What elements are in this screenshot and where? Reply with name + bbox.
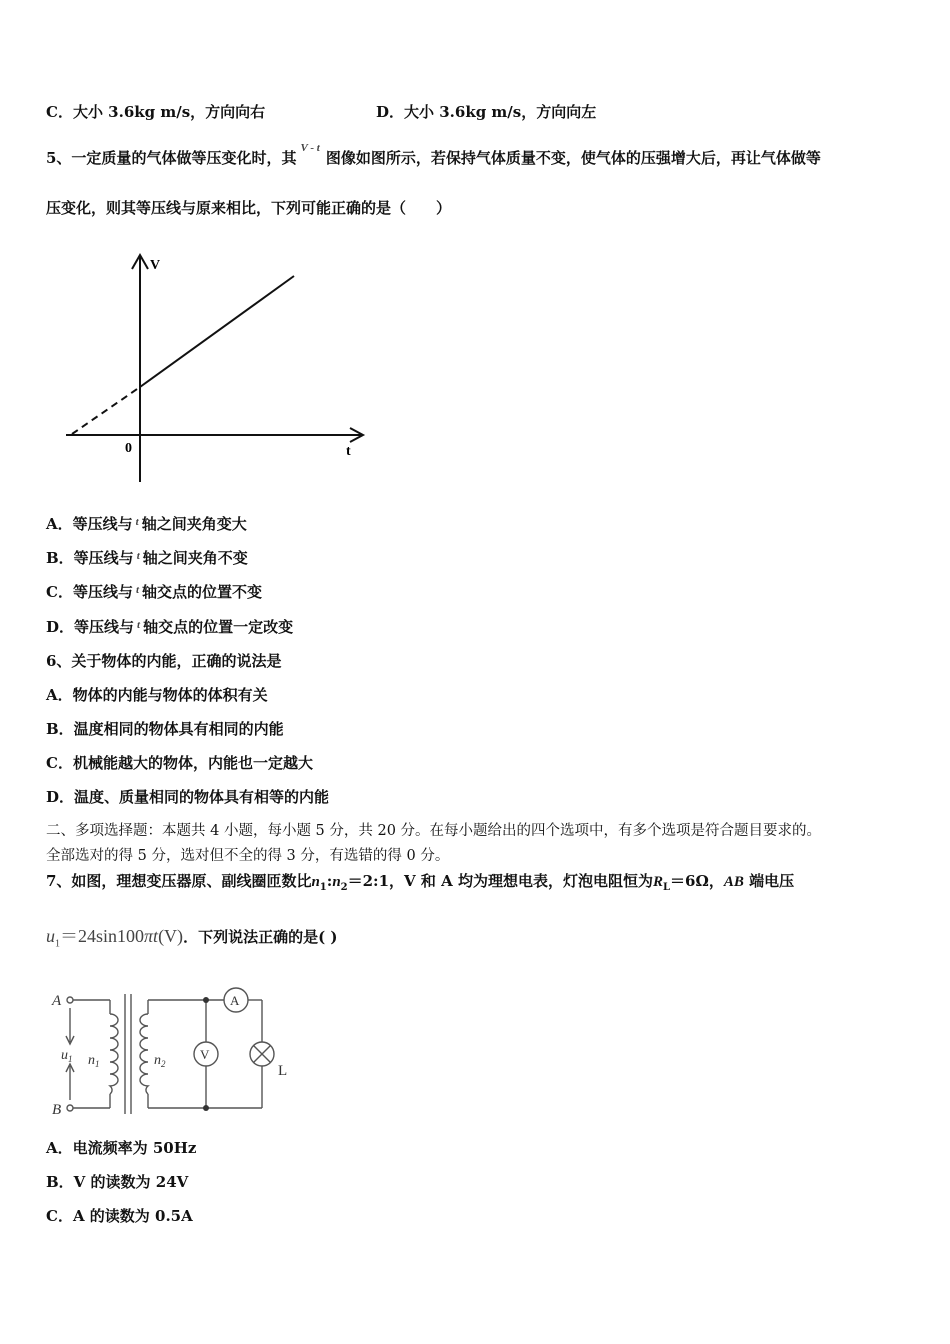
q7-circuit-diagram [44,986,304,1118]
q5-option-b: B．等压线与 $^t$ 轴之间夹角不变 [46,549,248,567]
q7-stem-line2 [46,926,337,955]
origin-label: 0 [125,441,132,456]
t-symbol: t [135,516,139,528]
q5-option-a: A．等压线与 $^t$ 轴之间夹角变大 [46,515,247,533]
t-symbol: t [137,619,141,631]
q5-stem-line1 [46,142,821,170]
label-b: B [52,1102,62,1118]
q7-option-b: B．V 的读数为 24V [46,1173,189,1191]
q4-option-c: C．大小 3.6kg m/s，方向向右 [46,103,266,121]
label-n1: $n_1$ [88,1053,100,1069]
q5-stem-a: 5、一定质量的气体做等压变化时，其 [46,149,297,167]
q5-vt-label: V - t [300,142,320,154]
q6-stem: 6、关于物体的内能，正确的说法是 [46,652,282,670]
q7-stem-d: ．下列说法正确的是( ) [183,928,338,946]
label-a: A [52,993,62,1009]
label-u1: $u_1$ [61,1048,73,1064]
q6-option-a: A．物体的内能与物体的体积有关 [46,686,268,704]
q4-option-d: D．大小 3.6kg m/s，方向向左 [376,103,597,121]
section2-line2: 全部选对的得 5 分，选对但不全的得 3 分，有选错的得 0 分。 [46,848,450,864]
v-axis-label: V [150,258,161,273]
q7-stem-line1: 7、如图，理想变压器原、副线圈匝数比$n_1:n_2=2:1$，V 和 A 均为理想电表，灯泡电阻恒为$R_L=6\Omega$，AB 端电压 [46,872,795,893]
t-symbol: t [136,550,140,562]
junction-top [203,997,209,1003]
label-voltmeter: V [200,1047,210,1062]
isobar-line [140,276,294,387]
q5-vt-graph [60,245,380,490]
junction-bottom [203,1105,209,1111]
terminal-b [67,1105,73,1111]
label-ammeter: A [230,993,240,1008]
primary-coil [110,1014,118,1094]
q6-option-c: C．机械能越大的物体，内能也一定越大 [46,754,313,772]
q5-option-c: C．等压线与 $^t$ 轴交点的位置不变 [46,583,263,601]
q7-option-c: C．A 的读数为 0.5A [46,1207,193,1225]
q6-option-b: B．温度相同的物体具有相同的内能 [46,720,284,738]
label-lamp: L [278,1063,288,1079]
t-axis-label: t [346,444,351,459]
q7-option-a: A．电流频率为 50Hz [46,1139,197,1157]
label-n2: $n_2$ [154,1053,166,1069]
q7-formula: $u_1=24\sin 100\pi t(V)$ [46,926,184,950]
section2-line1: 二、多项选择题：本题共 4 小题，每小题 5 分，共 20 分。在每小题给出的四个选项中，有多个选项是符合题目要求的。 [46,823,822,839]
secondary-coil [140,1014,148,1094]
q5-option-d: D．等压线与 $^t$ 轴交点的位置一定改变 [46,618,294,636]
terminal-a [67,997,73,1003]
q5-stem-b: 图像如图所示，若保持气体质量不变，使气体的压强增大后，再让气体做等 [325,149,821,167]
isobar-extrapolation [72,387,140,434]
q6-option-d: D．温度、质量相同的物体具有相等的内能 [46,788,330,806]
q5-stem-line2: 压变化，则其等压线与原来相比，下列可能正确的是（ ） [46,199,452,217]
t-symbol: t [135,584,140,596]
